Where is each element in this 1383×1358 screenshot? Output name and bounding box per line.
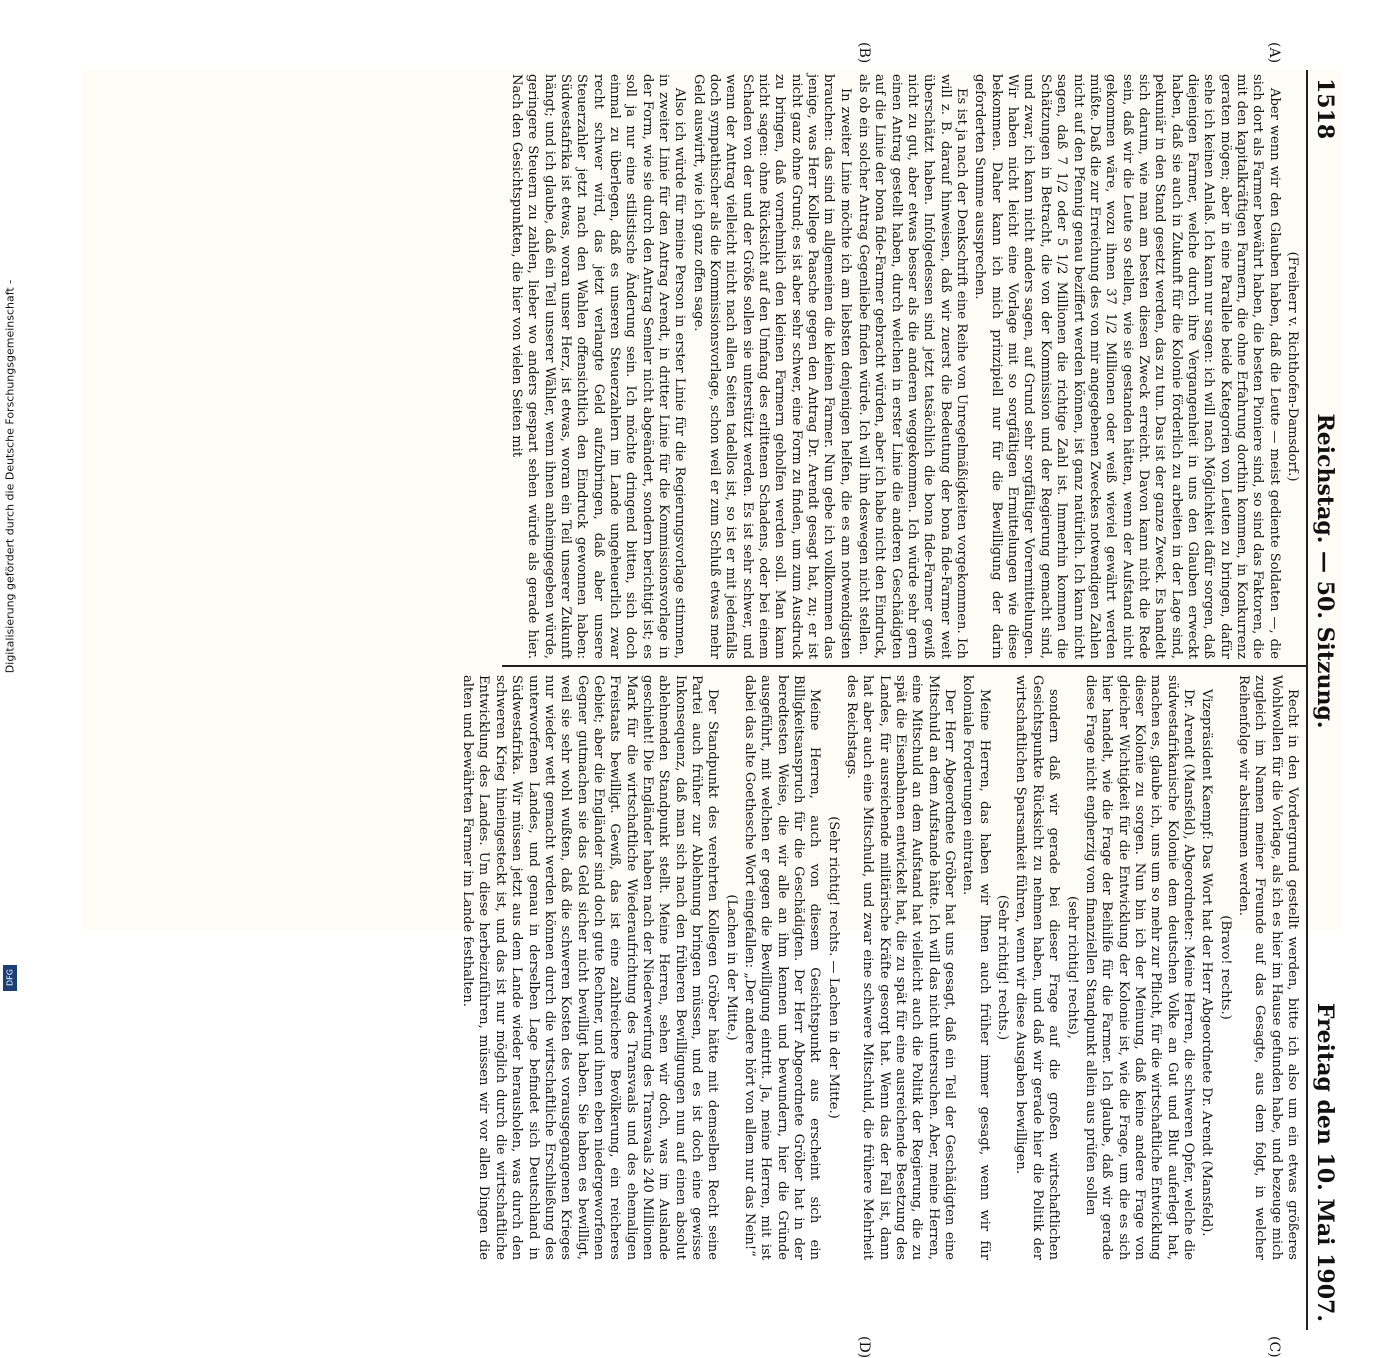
page-header bbox=[1308, 70, 1342, 1330]
margin-mark-a: (A) bbox=[1266, 42, 1282, 64]
paragraph: Recht in den Vordergrund gestellt werden, bitte ich also um ein etwas größeres Wohlwollen für die Vorlage, als ich es hier im Hause gefunden habe, und bezeuge mich zugleich im Namen meiner Freunde auf das Gesagte, aus dem folgt, in welcher Reihenfolge wir abstimmen werden. bbox=[1235, 675, 1300, 1260]
paragraph: In zweiter Linie möchte ich am liebsten denjenigen helfen, die es am notwendigsten brauchen: das sind im allgemeinen die kleinen Farmer. Nun gebe ich vollkommen das jenige, was Herr Kollege Paasche gegen den Antrag Dr. Arendt gesagt hat, zu; er ist nicht ganz ohne Grund; es ist aber sehr schwer, eine Form zu finden, um zum Ausdruck zu bringen, daß vornehmlich den kleinen Farmern geholfen werden soll. Man kann nicht sagen: ohne Rücksicht auf den Umfang des erlittenen Schadens, oder bei einem Schaden von der und der Größe sollen sie unterstützt werden. Es ist sehr schwer, und wenn der Antrag vielleicht nicht nach allen Seiten tadellos ist, so ist er mit jedenfalls doch sympathischer als die Kommissionsvorlage, schon weil er zum Schluß etwas mehr Geld auswirft, wie ich ganz offen sage. bbox=[690, 74, 853, 659]
margin-mark-d: (D) bbox=[856, 1336, 872, 1358]
page-number: 1518 bbox=[1312, 78, 1338, 140]
column-divider bbox=[502, 665, 1306, 667]
interjection: (Sehr richtig! rechts.) bbox=[995, 894, 1011, 1041]
digitization-credit-text: Digitalisierung gefördert durch die Deutsche Forschungsgemeinschaft - bbox=[3, 279, 17, 674]
margin-mark-c: (C) bbox=[1266, 1336, 1282, 1358]
paragraph: Also ich würde für meine Person in erster Linie für die Regierungsvorlage stimmen, in zweiter Linie für den Antrag Arendt, in dritter Linie für die Kommissionsvorlage in der Form, wie sie durch den Antrag Semler nicht abgeändert, sondern berichtigt ist; es soll ja nur eine stilistische Änderung sein. Ich möchte dringend bitten, sich doch einmal zu überlegen, daß es unseren Steuerzahlern im Lande ungeheuerlich zwar recht schwer wird, das jetzt verlangte Geld aufzubringen, daß aber unsere Steuerzahler jetzt nach den Wahlen offensichtlich den Eindruck gewonnen haben: Südwestafrika ist etwas, woran unser Herz, ist etwas, woran ein Teil unserer Zukunft hängt; und ich glaube, daß ein Teil unserer Wähler, wenn ihnen anheimgegeben würde, geringere Steuern zu zahlen, lieber wo anders gespart sehen würde als gerade hier. Nach den Gesichtspunkten, die hier von vielen Seiten mit bbox=[508, 74, 688, 659]
page-title: Reichstag. — 50. Sitzung. bbox=[1312, 413, 1338, 729]
paragraph: Meine Herren, das haben wir Ihnen auch früher immer gesagt, wenn wir für koloniale Forderungen eintraten. bbox=[960, 675, 992, 1260]
interjection: (Sehr richtig! rechts. — Lachen in der Mitte.) bbox=[825, 816, 841, 1119]
interjection: (Lachen in der Mitte.) bbox=[723, 894, 739, 1041]
newspaper-sheet bbox=[82, 42, 1342, 1358]
interjection: (Bravo! rechts.) bbox=[1217, 915, 1233, 1020]
interjection: (sehr richtig! rechts), bbox=[1064, 896, 1080, 1039]
paragraph: sondern daß wir gerade bei dieser Frage auf die großen wirtschaftlichen Gesichtspunkte Rücksicht zu nehmen haben, und daß wir gerade hier die Politik der wirtschaftlichen Sparsamkeit führen, wenn wir diese Ausgaben bewilligen. bbox=[1013, 675, 1062, 1260]
paragraph: Es ist ja nach der Denkschrift eine Reihe von Unregelmäßigkeiten vorgekommen. Ich will z. B. darauf hinweisen, daß wir zuerst die Bedeutung der bona fide-Farmer weit überschätzt haben. Infolgedessen sind jetzt tatsächlich die bona fide-Farmer gewiß nicht zu gut, aber etwas besser als die anderen weggekommen. Ich würde sehr gern einen Antrag gestellt haben, durch welchen in erster Linie die anderen Geschädigten auf die Linie der bona fide-Farmer gebracht würden, aber ich habe nicht den Eindruck, als ob ein solcher Antrag Gegenliebe finden würde. Ich will ihn deswegen nicht stellen. bbox=[856, 74, 970, 659]
paragraph: Der Standpunkt des verehrten Kollegen Gröber hätte mit demselben Recht seine Partei auch früher zur Ablehnung bringen müssen, und es ist doch eine gewisse Inkonsequenz, daß man sich nach den früheren Bewilligungen nun auf einen absolut ablehnenden Standpunkt stellt. Meine Herren, sehen wir doch, was im Auslande geschieht! Die Engländer haben nach der Niederwerfung des Transvaals 240 Millionen Mark für die wirtschaftliche Wiederaufrichtung des Transvaals und des ehemaligen Freistaats bewilligt. Gewiß, das ist eine zahlreichere Bevölkerung, ein reicheres Gebiet; aber die Engländer sind doch gute Rechner, und ihnen eben niedergeworfenen Gegner gutmachen sie das Geld sicher nicht bewilligt haben. Sie haben es bewilligt, weil sie sehr wohl wußten, daß die schweren Kosten des vorausgegangenen Krieges nur wieder wett gemacht werden können durch die wirtschaftliche Erschließung des unterworfenen Landes, und genau in derselben Lage befindet sich Deutschland in Südwestafrika. Wir müssen jetzt aus dem Lande wieder herausholen, was durch den schweren Krieg hineingesteckt ist, und das ist nur möglich durch die wirtschaftliche Entwicklung des Landes. Um diese herbeizuführen, müssen wir vor allen Dingen die alten und bewährten Farmer im Lande festhalten. bbox=[460, 675, 721, 1260]
right-column bbox=[460, 675, 1300, 1260]
speaker-line: (Freiherr v. Richthofen-Damsdorf.) bbox=[1285, 251, 1300, 482]
paragraph: Aber wenn wir den Glauben haben, daß die Leute — meist gediente Soldaten —, die sich dort als Farmer bewährt haben, die besten Pioniere sind, so sind das Faktoren, die mit den kapitalkräftigen Farmern, die ohne Erfahrung dorthin kommen, in Konkurrenz geraten mögen; aber in eine Parallele beide Kategorien von Leuten zu bringen, dafür sehe ich keinen Anlaß. Ich kann nur sagen: ich will nach Möglichkeit dafür sorgen, daß diejenigen Farmer, welche durch ihre Vergangenheit in uns den Glauben erweckt haben, daß sie auch in Zukunft für die Kolonie förderlich zu arbeiten in der Lage sind, pekuniär in den Stand gesetzt werden, das zu tun. Das ist der ganze Zweck. Es handelt sich darum, wie man am besten diesen Zweck erreicht. Davon kann nicht die Rede sein, daß wir die Leute so stellen, wie sie gestanden hätten, wenn der Aufstand nicht gekommen wäre, wozu ihnen 37 1/2 Millionen oder weiß wieviel gewährt werden müßte. Daß die zur Erreichung des von mir angegebenen Zweckes notwendigen Zahlen nicht auf den Pfennig genau beziffert werden können, ist ganz natürlich. Ich kann nicht sagen, daß 7 1/2 oder 5 1/2 Millionen die richtige Zahl ist. Immerhin kommen die Schätzungen in Betracht, die von der Kommission und der Regierung gemacht sind, und zwar, ich kann nicht anders sagen, auf Grund sehr sorgfältiger Vorermittelungen. Wir haben nicht leicht eine Vorlage mit so sorgfältigen Ermittelungen wie diese bekommen. Daher kann ich mich prinzipiell nur für die Bewilligung der darin geforderten Summe aussprechen. bbox=[972, 74, 1282, 659]
paragraph: Der Herr Abgeordnete Gröber hat uns gesagt, daß ein Teil der Geschädigten eine Mitschuld an dem Aufstande hätte. Ich will das nicht untersuchen. Aber, meine Herren, eine Mitschuld an dem Aufstand hat vielleicht auch die Politik der Regierung, die zu spät die Eisenbahnen entwickelt hat, die zu spät für eine ausreichende Besetzung des Landes, für ausreichende militärische Kräfte gesorgt hat. Wenn das der Fall ist, dann hat aber auch eine Mitschuld, und zwar eine schwere Mitschuld, die frühere Mehrheit des Reichstags. bbox=[844, 675, 958, 1260]
margin-mark-b: (B) bbox=[856, 42, 872, 64]
president-note: Vizepräsident Kaempf: Das Wort hat der Herr Abgeordnete Dr. Arendt (Mansfeld). bbox=[1199, 689, 1215, 1237]
left-column bbox=[500, 74, 1300, 659]
paragraph: Meine Herren, auch von diesem Gesichtspunkt aus erscheint sich ein Billigkeitsanspruch für die Geschädigten. Der Herr Abgeordnete Gröber hat in der beredtesten Weise, die wir alle an ihm kennen und bewundern, hier die Gründe ausgeführt, mit welchen er gegen die Bewilligung eintritt. Ja, meine Herren, mit ist dabei das alte Goethesche Wort eingefallen: „Der andere hört von allem nur das Nein!“ bbox=[742, 675, 823, 1260]
digitization-credit bbox=[0, 0, 20, 1000]
paragraph: Dr. Arendt (Mansfeld), Abgeordneter: Meine Herren, die schweren Opfer, welche die südwestafrikanische Kolonie dem deutschen Volke an Gut und Blut auferlegt hat, machen es, glaube ich, uns um so mehr zur Pflicht, für die wirtschaftliche Entwicklung dieser Kolonie zu sorgen. Nun bin ich der Meinung, daß keine andere Frage von gleicher Wichtigkeit für die Entwicklung der Kolonie ist, wie die Frage, um die es sich hier handelt, wie die Frage der Beihilfe für die Farmer. Ich glaube, daß wir gerade diese Frage nicht engherzig vom finanziellen Standpunkt allein aus prüfen sollen bbox=[1082, 675, 1196, 1260]
page-date: Freitag den 10. Mai 1907. bbox=[1312, 1002, 1338, 1322]
dfg-logo-icon: DFG bbox=[3, 965, 17, 991]
header-rule bbox=[1306, 70, 1308, 1330]
